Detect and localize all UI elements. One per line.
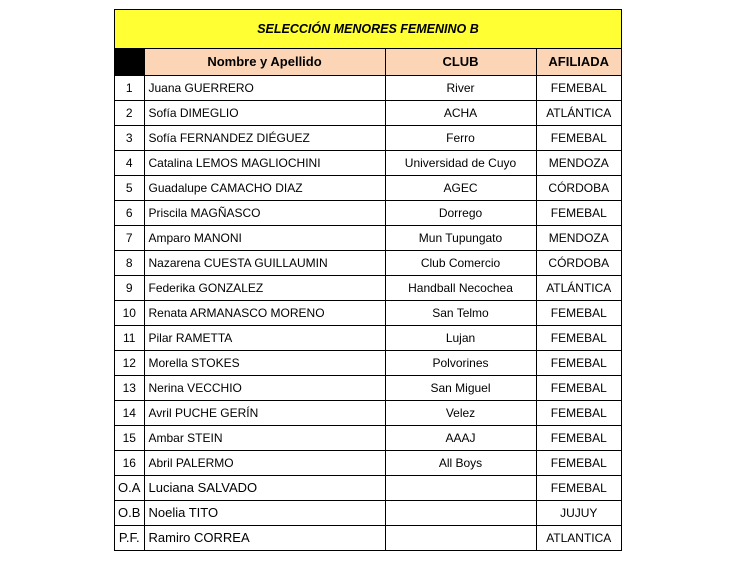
sheet-title: SELECCIÓN MENORES FEMENINO B [115,10,621,49]
staff-name: Noelia TITO [144,500,385,525]
row-number: O.B [115,500,144,525]
club-name: Club Comercio [385,250,536,275]
affiliation: CÓRDOBA [536,250,621,275]
club-name: AGEC [385,175,536,200]
affiliation: ATLÁNTICA [536,100,621,125]
row-number: 16 [115,450,144,475]
club-name: Lujan [385,325,536,350]
affiliation: FEMEBAL [536,325,621,350]
affiliation: FEMEBAL [536,375,621,400]
player-name: Ambar STEIN [144,425,385,450]
table-row [115,300,621,325]
affiliation: CÓRDOBA [536,175,621,200]
club-name: All Boys [385,450,536,475]
player-name: Avril PUCHE GERÍN [144,400,385,425]
club-name [385,500,536,525]
club-name: Mun Tupungato [385,225,536,250]
table-row [115,125,621,150]
club-column-header: CLUB [385,49,536,75]
row-number: 13 [115,375,144,400]
club-name: Dorrego [385,200,536,225]
row-number: 9 [115,275,144,300]
staff-name: Luciana SALVADO [144,475,385,500]
club-name: River [385,75,536,100]
row-number: 8 [115,250,144,275]
roster-sheet [114,9,622,551]
club-name: Velez [385,400,536,425]
club-name: AAAJ [385,425,536,450]
number-column-header [115,49,144,75]
player-name: Renata ARMANASCO MORENO [144,300,385,325]
player-name: Pilar RAMETTA [144,325,385,350]
affiliation: MENDOZA [536,225,621,250]
player-name: Guadalupe CAMACHO DIAZ [144,175,385,200]
row-number: O.A [115,475,144,500]
row-number: 6 [115,200,144,225]
player-name: Amparo MANONI [144,225,385,250]
table-row [115,200,621,225]
table-row [115,475,621,500]
club-name: San Telmo [385,300,536,325]
table-row [115,500,621,525]
player-name: Catalina LEMOS MAGLIOCHINI [144,150,385,175]
table-row [115,175,621,200]
row-number: 7 [115,225,144,250]
row-number: 4 [115,150,144,175]
player-name: Nerina VECCHIO [144,375,385,400]
row-number: 5 [115,175,144,200]
affiliation: FEMEBAL [536,475,621,500]
table-row [115,375,621,400]
table-row [115,225,621,250]
table-row [115,150,621,175]
club-name [385,525,536,550]
affiliation: MENDOZA [536,150,621,175]
table-row [115,450,621,475]
affiliation: FEMEBAL [536,400,621,425]
table-row [115,400,621,425]
affiliation: ATLÁNTICA [536,275,621,300]
player-name: Morella STOKES [144,350,385,375]
affiliation: FEMEBAL [536,425,621,450]
club-name: Universidad de Cuyo [385,150,536,175]
roster-table [115,49,621,551]
club-name [385,475,536,500]
table-row [115,250,621,275]
table-row [115,425,621,450]
club-name: Ferro [385,125,536,150]
table-row [115,325,621,350]
club-name: San Miguel [385,375,536,400]
affiliation: FEMEBAL [536,200,621,225]
row-number: P.F. [115,525,144,550]
row-number: 10 [115,300,144,325]
player-name: Sofía FERNANDEZ DIÉGUEZ [144,125,385,150]
affiliation: FEMEBAL [536,300,621,325]
row-number: 15 [115,425,144,450]
row-number: 12 [115,350,144,375]
staff-name: Ramiro CORREA [144,525,385,550]
affiliation: ATLANTICA [536,525,621,550]
table-row [115,350,621,375]
affiliation: FEMEBAL [536,450,621,475]
affiliation: FEMEBAL [536,75,621,100]
affiliation: FEMEBAL [536,350,621,375]
row-number: 11 [115,325,144,350]
affiliation: JUJUY [536,500,621,525]
table-row [115,75,621,100]
row-number: 3 [115,125,144,150]
table-row [115,525,621,550]
player-name: Sofía DIMEGLIO [144,100,385,125]
player-name: Priscila MAGÑASCO [144,200,385,225]
club-name: ACHA [385,100,536,125]
player-name: Juana GUERRERO [144,75,385,100]
table-row [115,100,621,125]
club-name: Polvorines [385,350,536,375]
player-name: Nazarena CUESTA GUILLAUMIN [144,250,385,275]
row-number: 1 [115,75,144,100]
afiliada-column-header: AFILIADA [536,49,621,75]
row-number: 2 [115,100,144,125]
player-name: Federika GONZALEZ [144,275,385,300]
player-name: Abril PALERMO [144,450,385,475]
club-name: Handball Necochea [385,275,536,300]
table-row [115,275,621,300]
affiliation: FEMEBAL [536,125,621,150]
row-number: 14 [115,400,144,425]
header-row [115,49,621,75]
name-column-header: Nombre y Apellido [144,49,385,75]
